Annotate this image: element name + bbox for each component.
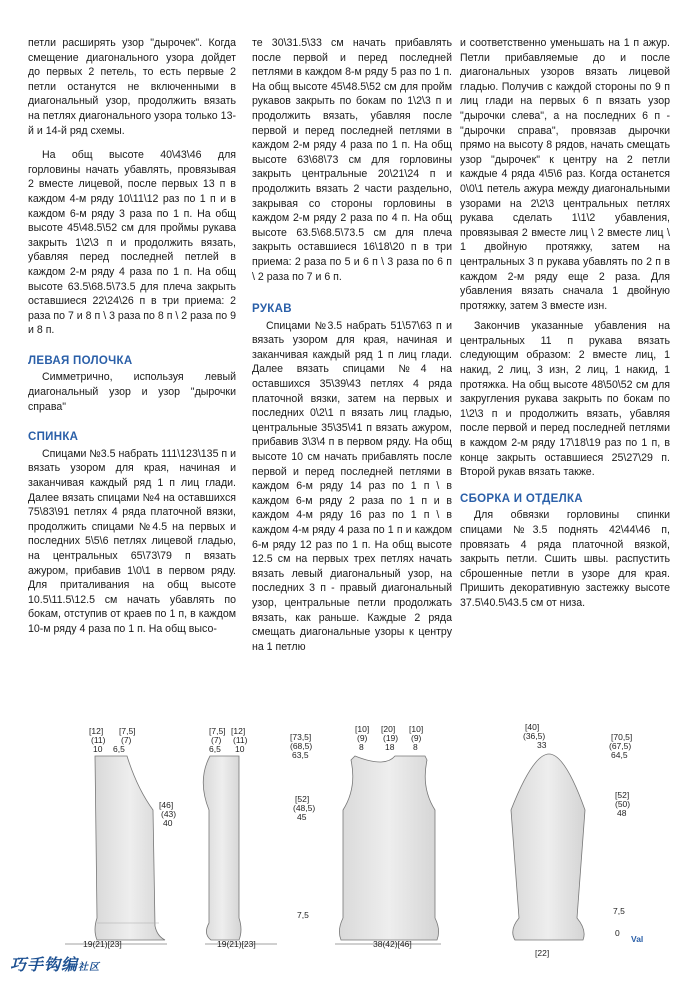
front-left-t6: 10 [235,744,245,754]
front-left-t2: (7) [211,735,222,745]
back-neck3: 8 [359,742,364,752]
front-right-top1: [12] [89,726,104,736]
front-right-h2: (43) [161,809,177,819]
paragraph: те 30\31.5\33 см начать прибавлять после первой и перед последней петлями в каждом 8-м ряду 5 раз по 1 п. На общ высоте 45\48.5\52 см для пройм рукавов закрыть по бокам по 1\2\3 п и продолжить вязать, убавляя после первой и перед последней петлями в каждом 2-м ряду 4 раза по 1 п. На общ высоте 63\68\73 см для горловины закрыть центральные 20\21\24 п и продолжить вязать 2 части раздельно, закрывая со стороны горловины в каждом 2-м ряду 2 раза по 4 п. На общ высоте 63.5\68.5\73.5 см для плеча закрыть оставшиеся 16\18\20 п в три приема: 2 раза по 5 и 6 п \ 3 раза по 6 п \ 2 раза по 7 и 6 п. [252,37,452,283]
sleeve-top2: (36,5) [523,731,546,741]
back-piece [290,724,441,949]
section-heading-back: СПИНКА [28,431,79,444]
back-h-total1: [73,5] [290,732,312,742]
front-right-h3: 40 [163,818,173,828]
back-mid3: 18 [385,742,395,752]
front-left-t1: [7,5] [209,726,226,736]
sleeve-hc3: 48 [617,808,627,818]
sleeve-top1: [40] [525,722,540,732]
text-column-1 [28,36,236,637]
sleeve-low: 7,5 [613,906,625,916]
front-left-t5: (11) [233,735,248,745]
back-h-waist: 7,5 [297,910,309,920]
text-column-2 [252,36,452,654]
back-mid2: (19) [383,733,399,743]
back-mid1: [20] [381,724,396,734]
section-heading-left-front: ЛЕВАЯ ПОЛОЧКА [28,354,133,367]
left-front-piece [203,726,277,949]
paragraph: петли расширять узор "дырочек". Когда смещение диагонального узора дойдет до первых 2 петель, то есть первые 2 петли останутся не включенными в диагональный узор, продолжить вязать на петлях диагонального узора только 13-й и 14-й ряд схемы. [28,37,236,137]
paragraph: Спицами №3.5 набрать 51\57\63 п и вязать узором для края, начиная и заканчивая каждый ряд 1 п лиц глади. Далее вязать спицами №4 на оставшихся 35\39\43 петлях 4 ряда платочной вязки, затем на первых и последних 0\2\1 п вязать лиц гладью, центральные 35\35\41 п вязать ажуром, прибавив 3\3\4 п в первом ряду. На общ высоте 10 см начать прибавлять после первой и перед последней петлями в каждом 6-м ряду 14 раз по 1 п \ в каждом 6-м ряду 2 раза по 1 п и в каждом 4-м ряду 16 раз по 1 п \ в каждом 4-м ряду 4 раза по 1 п и каждом 6-м ряду 12 раз по 1 п. На общ высоте 12.5 см на первых трех петлях начать вязать левый диагональный узор, на последних 3 п - правый диагональный узор, центральные петли продолжать вязать, как раньше. Каждые 2 ряда смещать диагональные узоры к центру на 1 петлю [252,319,452,653]
logo-main: 巧手钩编 [10,955,79,974]
front-left-t3: 6,5 [209,744,221,754]
sleeve-top3: 33 [537,740,547,750]
back-sh3: 8 [413,742,418,752]
paragraph: Спицами №3.5 набрать 111\123\135 п и вязать узором для края, начиная и заканчивая каждый ряд 1 п лиц глади. Далее вязать спицами №4 на оставшихся 75\83\91 петлях 4 ряда платочной вязки, продолжить спицами №4.5 на первых и последних 5\5\6 петлях лицевой гладью, на центральных 65\73\79 п вязать ажуром, прибавив 1\0\1 в первом ряду. Для приталивания на общ высоте 10.5\11.5\12.5 см начать убавлять по бокам, отступив от краев по 1 п, в каждом 10-м ряду 4 раза по 1 п. На общ высо- [28,447,236,635]
right-front-piece [65,726,176,949]
front-right-top-a: [7,5] [119,726,136,736]
sleeve-zero: 0 [615,928,620,938]
paragraph: На общ высоте 40\43\46 для горловины начать убавлять, провязывая 2 вместе лицевой, после первых 13 п в каждом 4-м ряду 10\11\12 раз по 1 п и в каждом 6-м ряду 3 раза по 1 п. На общ высоте 45\48.5\52 см для проймы рукава закрыть 1\2\3 п и продолжить вязать, убавляя перед последней петлей в каждом 2-м ряду 4 раза по 1 п. На общ высоте 63.5\68.5\73.5 для плеча закрыть оставшиеся 22\24\26 п в три приема: 2 раза по 7 и 8 п \ 3 раза по 8 п \ 2 раза по 9 и 8 п. [28,149,236,337]
sleeve-hc1: [52] [615,790,630,800]
back-h-arm3: 45 [297,812,307,822]
pattern-schema [25,718,685,973]
section-heading-sleeve: РУКАВ [252,303,292,316]
back-bottom: 38(42)[46] [373,939,412,949]
paragraph: Симметрично, используя левый диагональный узор и узор "дырочки справа" [28,371,236,413]
corner-mark: Val [631,934,644,944]
sleeve-piece [511,722,643,958]
sleeve-ht2: (67,5) [609,741,632,751]
sleeve-hc2: (50) [615,799,631,809]
back-sh1: [10] [409,724,424,734]
front-right-top-b: (7) [121,735,132,745]
front-left-bottom: 19(21)[23] [217,939,256,949]
front-left-t4: [12] [231,726,246,736]
back-h-total2: (68,5) [290,741,313,751]
text-column-3 [460,36,670,611]
back-h-arm2: (48,5) [293,803,316,813]
sleeve-bottom: [22] [535,948,550,958]
front-right-top4: 6,5 [113,744,125,754]
back-sh2: (9) [411,733,422,743]
back-neck2: (9) [357,733,368,743]
paragraph: Закончив указанные убавления на центральных 11 п рукава вязать следующим образом: 2 вместе лиц, 1 накид, 2 лиц, 3 изн, 2 лиц, 1 накид, 1 протяжка. На общ высоте 48\50\52 см для закругления рукава закрыть по бокам по 1\2\3 п и продолжить вязать, убавляя после первой и перед последней петлями в каждом 2-м ряду 17\18\19 раз по 1 п, в конце закрыть оставшиеся 25\27\29 п. Второй рукав вязать также. [460,320,670,479]
front-right-h1: [46] [159,800,174,810]
front-right-top3: 10 [93,744,103,754]
back-neck1: [10] [355,724,370,734]
paragraph: Для обвязки горловины спинки спицами №3.5 поднять 42\44\46 п, провязать 4 ряда платочной вязкой, закрыть петли. Сшить швы. распустить сброшенные петли в узоре для края. Пришить декоративную застежку высоте 37.5\40.5\43.5 см от низа. [460,509,670,609]
back-h-arm1: [52] [295,794,310,804]
front-right-top2: (11) [91,735,106,745]
logo-sub: 社区 [78,962,101,973]
front-right-bottom: 19(21)[23] [83,939,122,949]
sleeve-ht3: 64,5 [611,750,628,760]
section-heading-assembly: СБОРКА И ОТДЕЛКА [460,492,583,505]
site-logo [10,952,100,975]
sleeve-ht1: [70,5] [611,732,633,742]
back-h-total3: 63,5 [292,750,309,760]
paragraph: и соответственно уменьшать на 1 п ажур. Петли прибавляемые до и после диагональных узоров вязать лицевой гладью. Получив с каждой стороны по 9 п лиц глади на первых 6 п вязать узор "дырочки слева", а на последних 6 п - "дырочки справа", провязав дырочки прямо на высоту 8 рядов, начать смещать узор "дырочек" к центру на 2 петли каждые 4 ряда 4\5\6 раз. Когда останется 0\0\1 петель ажура между диагональными узорами на 2\2\3 центральных петлях рукава сделать 1\1\2 убавления, провязывая 2 вместе лиц \ 2 вместе лиц \ 1 двойную протяжку, затем на центральных 3 п рукава убавлять по 2 п в каждом 2-м ряду еще 2 раза. Для убавления вязать сначала 1 двойную протяжку, затем 3 вместе изн. [460,37,670,312]
